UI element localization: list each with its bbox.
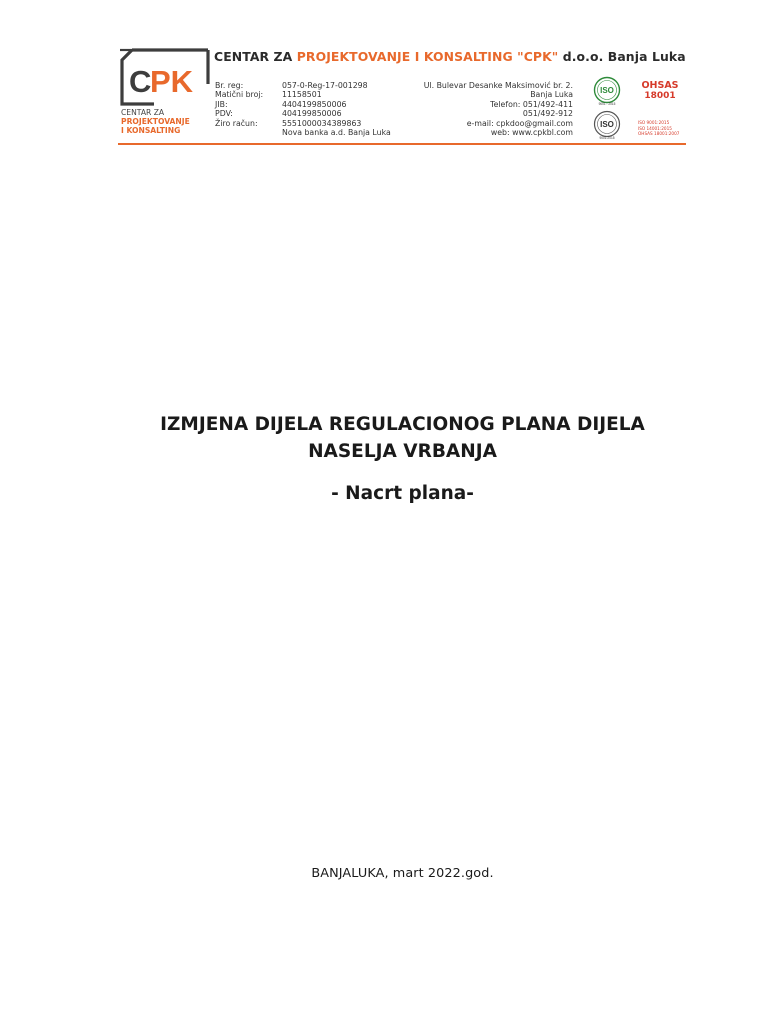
registration-value: 5551000034389863 bbox=[282, 118, 362, 128]
iso-label: ISO bbox=[600, 86, 614, 95]
registration-value: Nova banka a.d. Banja Luka bbox=[282, 128, 391, 138]
registration-label: Br. reg: bbox=[215, 81, 244, 90]
registration-values bbox=[282, 81, 391, 137]
company-name-suffix: d.o.o. Banja Luka bbox=[558, 49, 686, 64]
registration-value: 404199850006 bbox=[282, 109, 342, 119]
iso-standard: 9001:2015 bbox=[599, 136, 615, 140]
iso-certification-seal-icon bbox=[592, 110, 622, 140]
iso-certification-badge-icon bbox=[592, 76, 622, 106]
header-divider bbox=[118, 143, 686, 145]
letterhead bbox=[118, 44, 688, 146]
contact-line: e-mail: cpkdoo@gmail.com bbox=[466, 118, 573, 128]
certification-standard: ISO 9001:2015 bbox=[638, 120, 670, 125]
registration-labels bbox=[215, 81, 263, 128]
company-logo bbox=[118, 46, 214, 142]
certification-standard: OHSAS 18001:2007 bbox=[638, 131, 680, 137]
registration-value: 4404199850006 bbox=[282, 99, 347, 109]
cpk-logo-mark bbox=[118, 46, 214, 108]
registration-label: PDV: bbox=[215, 109, 233, 119]
logo-subtitle-line: PROJEKTOVANJE bbox=[121, 117, 190, 126]
contact-line: Banja Luka bbox=[530, 90, 573, 100]
certification-standards bbox=[638, 120, 679, 137]
ohsas-number: 18001 bbox=[644, 91, 676, 101]
contact-line: 051/492-912 bbox=[522, 109, 573, 119]
document-title-line: NASELJA VRBANJA bbox=[308, 441, 497, 462]
document-title-line: IZMJENA DIJELA REGULACIONOG PLANA DIJELA bbox=[160, 414, 645, 435]
company-name-highlight: PROJEKTOVANJE I KONSALTING "CPK" bbox=[296, 49, 559, 64]
company-name bbox=[214, 49, 686, 64]
registration-label: JIB: bbox=[215, 99, 228, 109]
company-name-prefix: CENTAR ZA bbox=[214, 49, 297, 64]
contact-line: Telefon: 051/492-411 bbox=[490, 99, 573, 109]
iso-label: ISO bbox=[600, 120, 614, 129]
ohsas-certification-badge bbox=[640, 81, 680, 101]
contact-info bbox=[424, 81, 573, 137]
registration-label: Žiro račun: bbox=[215, 118, 258, 128]
ohsas-label: OHSAS bbox=[641, 80, 679, 91]
registration-value: 11158501 bbox=[282, 90, 322, 100]
iso-standard: 9001 : 2015 bbox=[598, 102, 616, 106]
registration-label: Matični broj: bbox=[215, 90, 264, 100]
document-subtitle: - Nacrt plana- bbox=[331, 483, 474, 504]
logo-subtitle-line: I KONSALTING bbox=[121, 126, 181, 135]
logo-subtitle bbox=[121, 108, 190, 135]
document-place-date: BANJALUKA, mart 2022.god. bbox=[311, 866, 494, 881]
contact-line: web: www.cpkbl.com bbox=[490, 128, 573, 138]
logo-subtitle-line: CENTAR ZA bbox=[121, 108, 165, 117]
svg-text:PK: PK bbox=[150, 64, 194, 99]
registration-value: 057-0-Reg-17-001298 bbox=[282, 81, 368, 90]
document-title bbox=[0, 411, 770, 465]
certification-standard: ISO 14001:2015 bbox=[638, 125, 672, 131]
svg-text:C: C bbox=[129, 64, 152, 99]
contact-line: Ul. Bulevar Desanke Maksimović br. 2. bbox=[423, 81, 573, 90]
